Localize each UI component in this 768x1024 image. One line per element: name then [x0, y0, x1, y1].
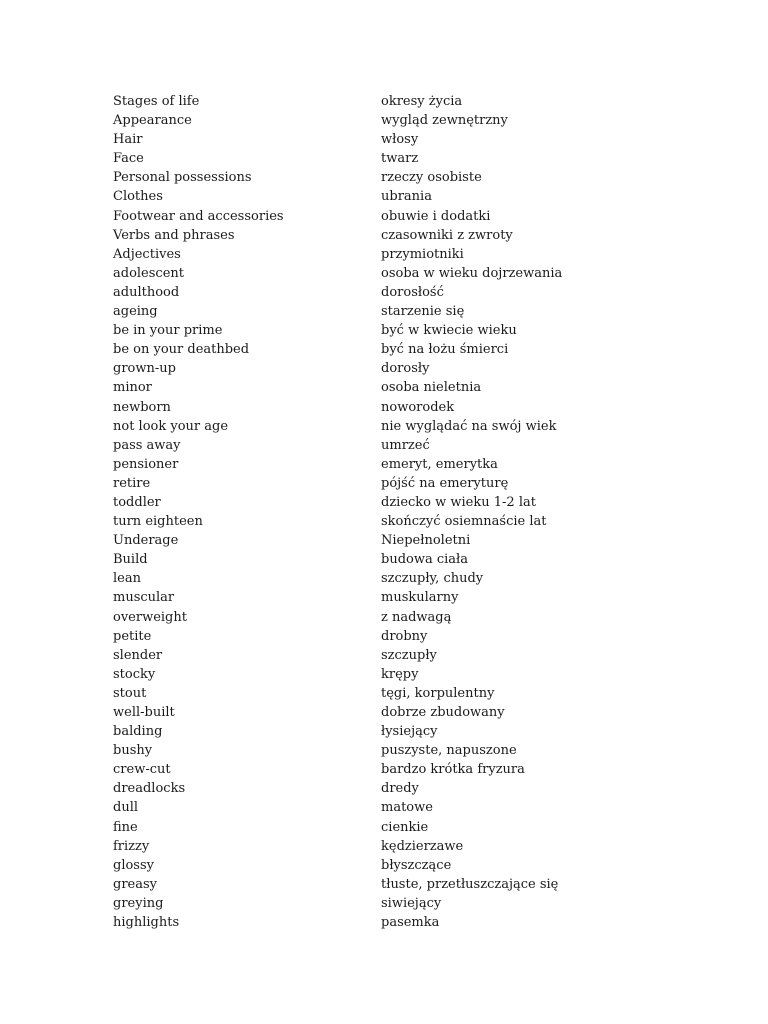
polish-translation: wygląd zewnętrzny [381, 113, 508, 129]
english-term: Clothes [113, 189, 163, 205]
english-term: retire [113, 475, 151, 491]
english-term: newborn [113, 399, 171, 415]
english-term: Face [113, 151, 144, 167]
polish-translation: emeryt, emerytka [381, 456, 498, 472]
english-term: adolescent [113, 265, 184, 281]
vocab-row [113, 455, 673, 474]
vocab-row [113, 474, 673, 493]
english-term: Adjectives [113, 246, 181, 262]
english-term: highlights [113, 915, 180, 931]
english-term: overweight [113, 609, 187, 625]
vocab-row [113, 168, 673, 187]
polish-translation: tęgi, korpulentny [381, 685, 495, 701]
polish-translation: okresy życia [381, 94, 463, 109]
vocab-row [113, 302, 673, 321]
english-term: lean [113, 571, 141, 587]
vocab-row [113, 894, 673, 913]
english-term: Hair [113, 132, 143, 148]
english-term: Appearance [113, 113, 192, 129]
polish-translation: włosy [381, 132, 419, 148]
english-term: slender [113, 647, 163, 663]
polish-translation: być na łożu śmierci [381, 342, 509, 358]
polish-translation: z nadwagą [381, 609, 452, 625]
english-term: grown-up [113, 361, 176, 377]
polish-translation: rzeczy osobiste [381, 170, 482, 186]
vocab-row [113, 627, 673, 646]
vocab-row [113, 398, 673, 417]
english-term: stocky [113, 666, 156, 682]
vocab-row [113, 779, 673, 798]
english-term: Stages of life [113, 94, 200, 109]
english-term: balding [113, 724, 163, 740]
english-term: adulthood [113, 284, 180, 300]
vocab-row [113, 550, 673, 569]
vocab-row [113, 321, 673, 340]
vocab-row [113, 760, 673, 779]
english-term: well-built [113, 705, 175, 720]
polish-translation: kędzierzawe [381, 838, 464, 854]
english-term: be in your prime [113, 323, 223, 339]
english-term: Verbs and phrases [113, 227, 235, 243]
english-term: be on your deathbed [113, 342, 250, 358]
vocab-row [113, 111, 673, 130]
polish-translation: pójść na emeryturę [381, 475, 509, 491]
vocab-row [113, 226, 673, 245]
polish-translation: umrzeć [381, 437, 430, 453]
vocab-row [113, 130, 673, 149]
vocab-row [113, 359, 673, 378]
vocab-row [113, 665, 673, 684]
polish-translation: skończyć osiemnaście lat [381, 514, 547, 530]
vocab-row [113, 837, 673, 856]
vocab-row [113, 245, 673, 264]
vocabulary-list [113, 92, 673, 932]
polish-translation: drobny [381, 628, 428, 644]
english-term: not look your age [113, 418, 229, 434]
polish-translation: nie wyglądać na swój wiek [381, 418, 557, 434]
english-term: bushy [113, 743, 153, 759]
polish-translation: czasowniki z zwroty [381, 227, 513, 243]
polish-translation: przymiotniki [381, 246, 464, 262]
english-term: petite [113, 628, 152, 644]
english-term: fine [113, 819, 138, 835]
polish-translation: starzenie się [381, 304, 465, 320]
vocab-row [113, 608, 673, 627]
vocab-row [113, 856, 673, 875]
polish-translation: szczupły [381, 647, 437, 663]
polish-translation: budowa ciała [381, 552, 469, 568]
english-term: Underage [113, 533, 179, 549]
vocab-row [113, 264, 673, 283]
vocab-row [113, 149, 673, 168]
english-term: ageing [113, 304, 158, 320]
vocab-row [113, 92, 673, 111]
vocab-row [113, 588, 673, 607]
english-term: muscular [113, 590, 175, 606]
polish-translation: cienkie [381, 819, 429, 835]
polish-translation: tłuste, przetłuszczające się [381, 876, 559, 892]
english-term: pass away [113, 437, 181, 453]
polish-translation: siwiejący [381, 895, 442, 911]
polish-translation: noworodek [381, 399, 455, 415]
polish-translation: obuwie i dodatki [381, 208, 491, 224]
vocab-row [113, 436, 673, 455]
vocab-row [113, 684, 673, 703]
polish-translation: dobrze zbudowany [381, 705, 505, 720]
polish-translation: dredy [381, 781, 419, 797]
vocab-row [113, 722, 673, 741]
vocab-row [113, 340, 673, 359]
english-term: dreadlocks [113, 781, 186, 797]
vocab-row [113, 798, 673, 817]
vocab-row [113, 378, 673, 397]
vocab-row [113, 187, 673, 206]
vocab-row [113, 875, 673, 894]
polish-translation: osoba nieletnia [381, 380, 482, 396]
vocab-row [113, 818, 673, 837]
vocab-row [113, 207, 673, 226]
english-term: Build [113, 552, 148, 568]
polish-translation: puszyste, napuszone [381, 743, 517, 759]
english-term: Personal possessions [113, 170, 252, 186]
english-term: greying [113, 895, 164, 911]
polish-translation: twarz [381, 151, 419, 167]
vocab-row [113, 741, 673, 760]
polish-translation: krępy [381, 666, 419, 682]
vocab-row [113, 283, 673, 302]
vocab-row [113, 493, 673, 512]
polish-translation: pasemka [381, 915, 440, 931]
polish-translation: błyszczące [381, 857, 452, 873]
english-term: greasy [113, 876, 157, 892]
polish-translation: muskularny [381, 590, 459, 606]
polish-translation: bardzo krótka fryzura [381, 762, 525, 778]
vocab-row [113, 417, 673, 436]
english-term: stout [113, 685, 147, 701]
english-term: pensioner [113, 456, 179, 472]
english-term: glossy [113, 857, 154, 873]
polish-translation: dziecko w wieku 1-2 lat [381, 494, 536, 510]
english-term: dull [113, 800, 139, 816]
vocab-row [113, 703, 673, 722]
english-term: minor [113, 380, 152, 396]
vocab-row [113, 512, 673, 531]
polish-translation: łysiejący [381, 724, 438, 740]
english-term: Footwear and accessories [113, 208, 284, 224]
english-term: frizzy [113, 838, 150, 854]
polish-translation: Niepełnoletni [381, 533, 471, 549]
polish-translation: matowe [381, 800, 433, 816]
polish-translation: ubrania [381, 189, 432, 205]
english-term: toddler [113, 494, 161, 510]
vocab-row [113, 646, 673, 665]
polish-translation: dorosły [381, 361, 430, 377]
polish-translation: dorosłość [381, 284, 444, 300]
polish-translation: szczupły, chudy [381, 571, 484, 587]
vocab-row [113, 913, 673, 932]
polish-translation: osoba w wieku dojrzewania [381, 265, 563, 281]
polish-translation: być w kwiecie wieku [381, 323, 517, 339]
english-term: crew-cut [113, 762, 171, 778]
english-term: turn eighteen [113, 514, 203, 530]
vocab-row [113, 531, 673, 550]
vocab-row [113, 569, 673, 588]
